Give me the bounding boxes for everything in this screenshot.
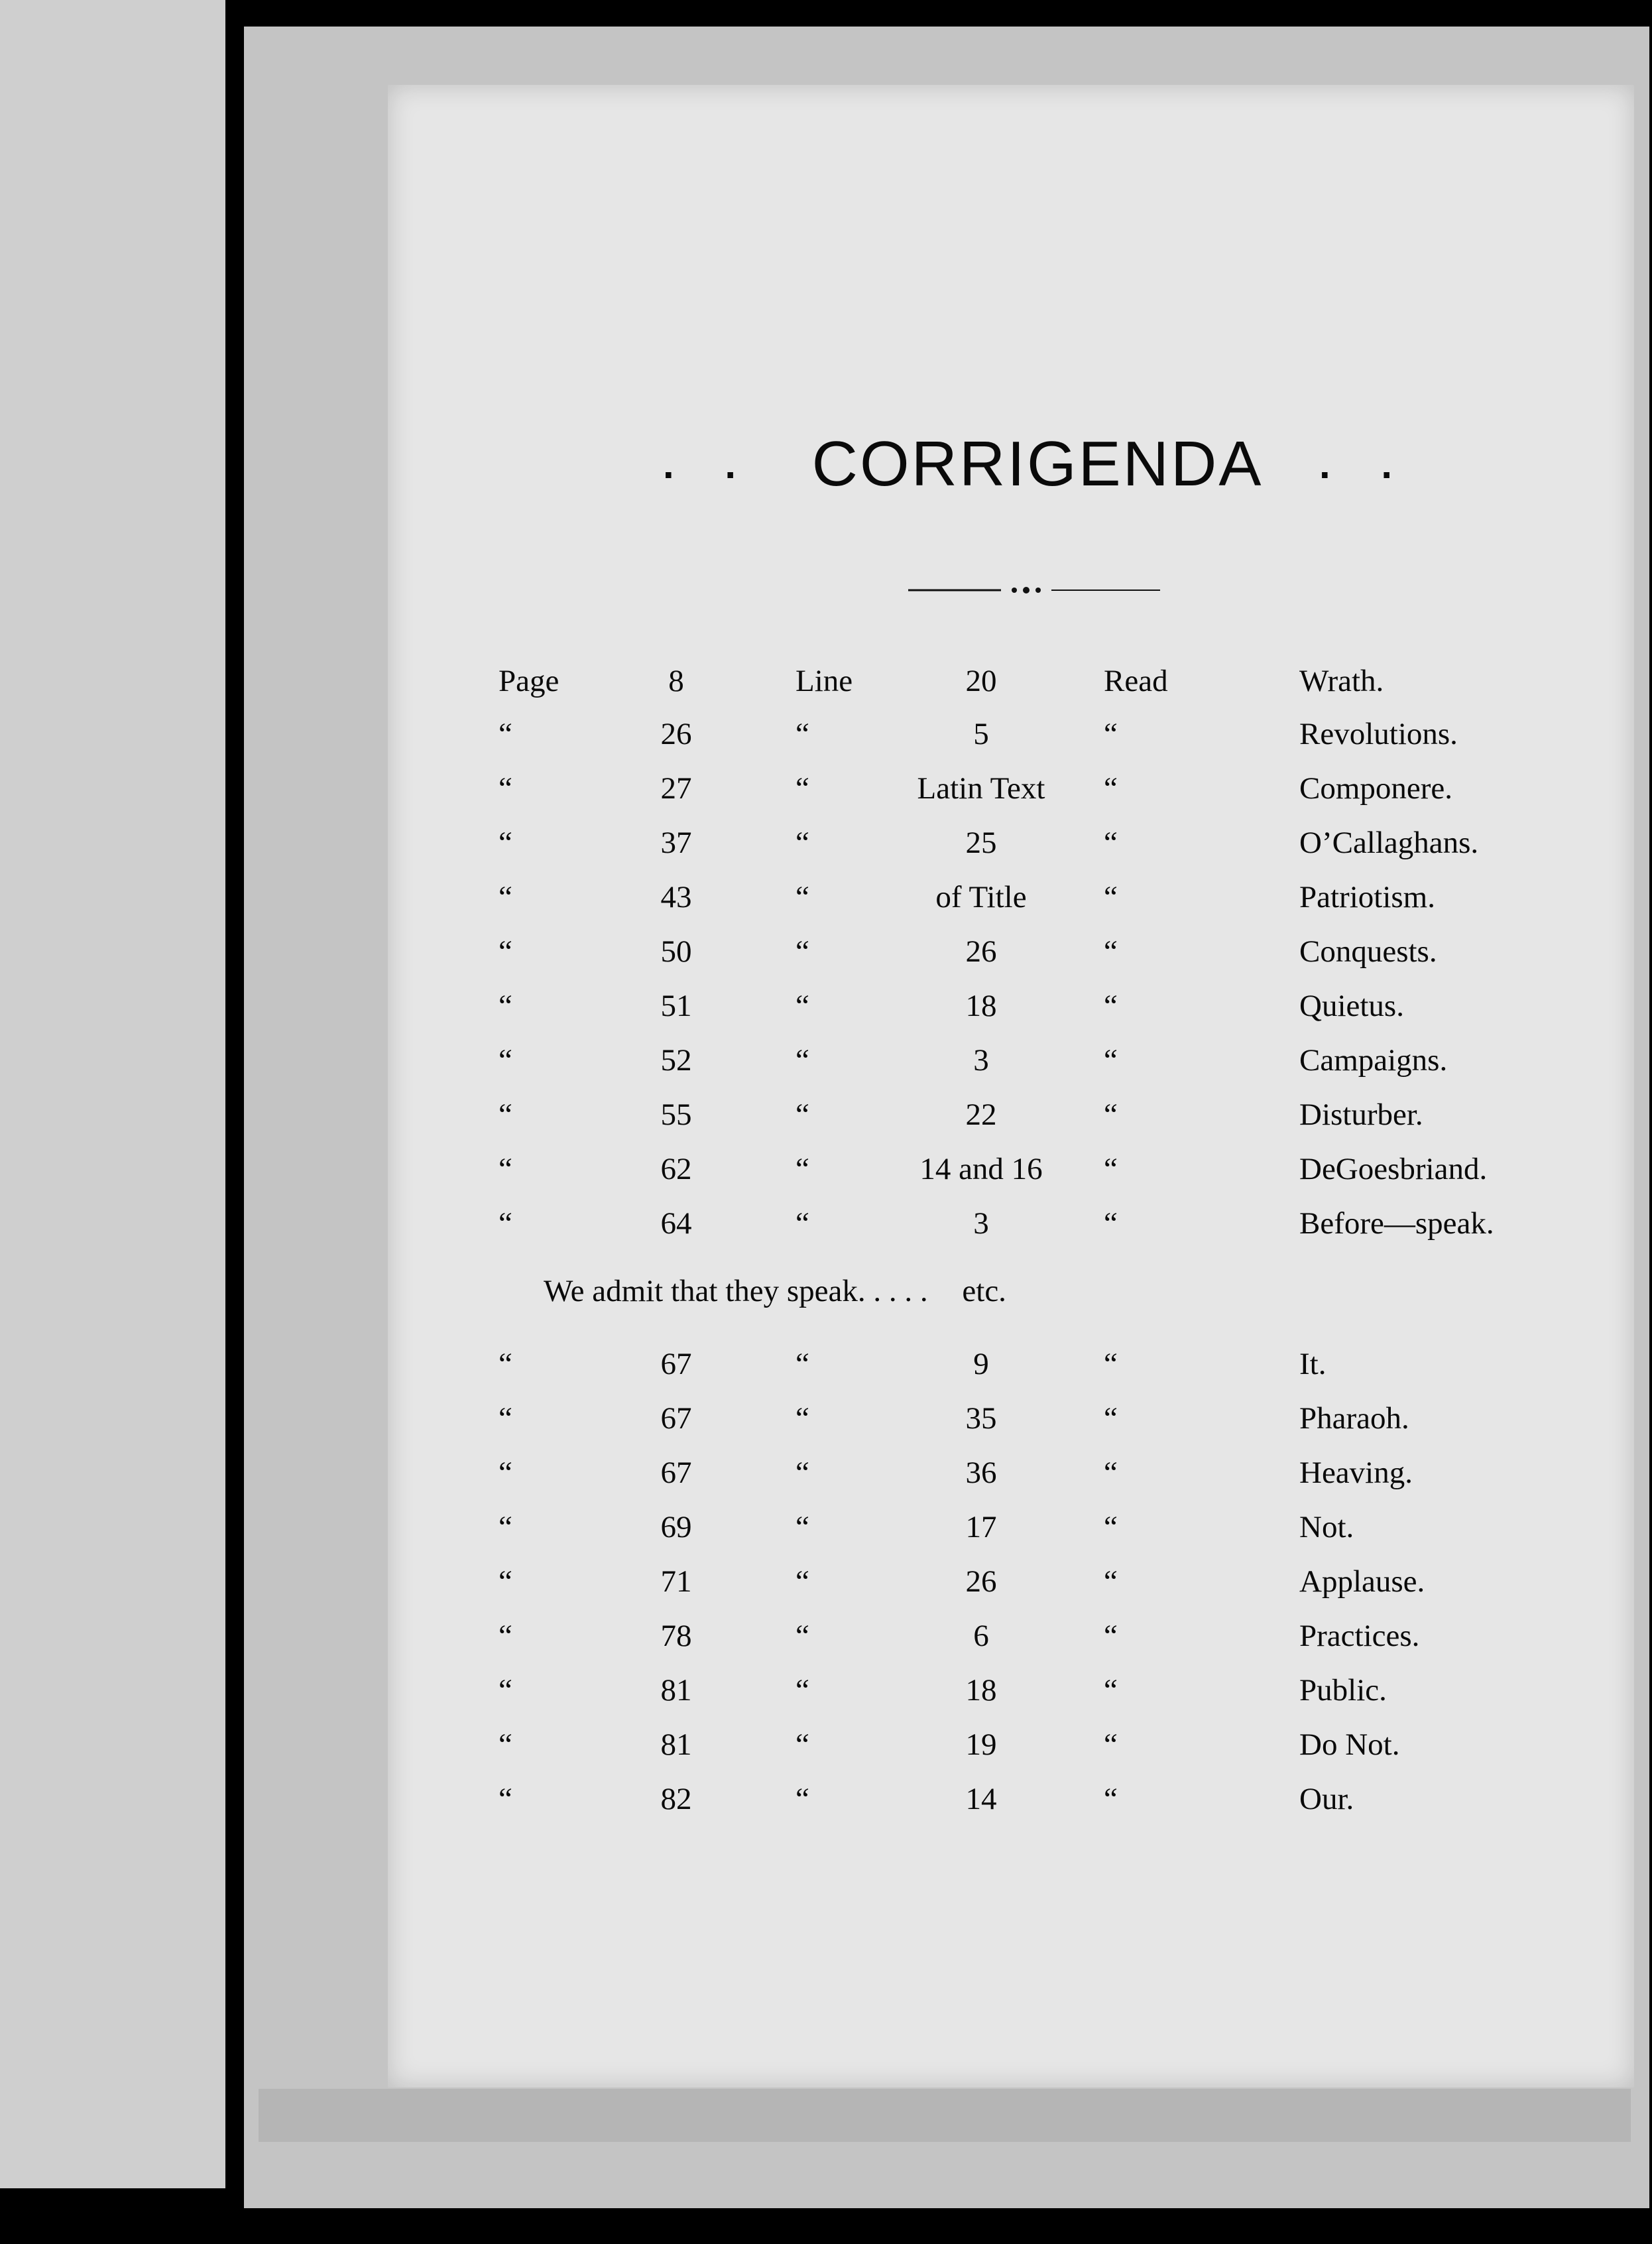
ditto-mark: “ [1104, 717, 1118, 751]
correction-word: Patriotism. [1299, 880, 1435, 914]
ditto-mark: “ [499, 1564, 512, 1599]
line-number: 6 [973, 1619, 989, 1653]
page-number: 62 [660, 1152, 692, 1186]
ditto-mark: “ [499, 826, 512, 860]
line-number: 14 [965, 1782, 997, 1816]
page-number: 67 [660, 1401, 692, 1436]
ditto-mark: “ [499, 934, 512, 969]
line-number: 18 [965, 1673, 997, 1708]
ditto-mark: “ [796, 934, 809, 969]
ditto-mark: “ [499, 989, 512, 1023]
line-number: 3 [973, 1206, 989, 1241]
ditto-mark: “ [1104, 880, 1118, 914]
correction-word: Quietus. [1299, 989, 1404, 1023]
correction-word: Heaving. [1299, 1456, 1413, 1490]
ditto-mark: “ [499, 1043, 512, 1078]
page-title: CORRIGENDA [811, 428, 1264, 499]
line-number: 19 [965, 1727, 997, 1762]
ditto-mark: “ [1104, 771, 1118, 806]
ditto-mark: “ [499, 1097, 512, 1132]
correction-word: Public. [1299, 1673, 1387, 1708]
ditto-mark: “ [796, 1206, 809, 1241]
ditto-mark: “ [796, 1456, 809, 1490]
ditto-mark: “ [499, 1782, 512, 1816]
line-label: Line [796, 664, 853, 698]
correction-word: Wrath. [1299, 664, 1384, 698]
page-number: 81 [660, 1727, 692, 1762]
page-edge-strip [259, 2089, 1631, 2142]
ditto-mark: “ [796, 1097, 809, 1132]
correction-word: Applause. [1299, 1564, 1425, 1599]
page-title-line [663, 428, 1412, 501]
ditto-mark: “ [1104, 934, 1118, 969]
facing-page [0, 0, 225, 2188]
page-number: 26 [660, 717, 692, 751]
ditto-mark: “ [499, 717, 512, 751]
ditto-mark: “ [1104, 1152, 1118, 1186]
ditto-mark: “ [1104, 989, 1118, 1023]
page-number: 51 [660, 989, 692, 1023]
line-number: 18 [965, 989, 997, 1023]
correction-word: Do Not. [1299, 1727, 1400, 1762]
page-number: 50 [660, 934, 692, 969]
page-label: Page [499, 664, 560, 698]
correction-word: Disturber. [1299, 1097, 1423, 1132]
ditto-mark: “ [499, 1206, 512, 1241]
page-number: 78 [660, 1619, 692, 1653]
ditto-mark: “ [796, 1401, 809, 1436]
title-dots-left: . . [663, 442, 756, 487]
read-label: Read [1104, 664, 1168, 698]
line-number: 35 [965, 1401, 997, 1436]
page-number: 69 [660, 1510, 692, 1544]
ditto-mark: “ [499, 1510, 512, 1544]
ditto-mark: “ [796, 880, 809, 914]
ditto-mark: “ [1104, 1456, 1118, 1490]
line-number: 14 and 16 [919, 1152, 1043, 1186]
ditto-mark: “ [499, 1619, 512, 1653]
ditto-mark: “ [796, 1347, 809, 1381]
ditto-mark: “ [499, 1347, 512, 1381]
correction-word: Our. [1299, 1782, 1354, 1816]
ditto-mark: “ [796, 1043, 809, 1078]
correction-word: Componere. [1299, 771, 1453, 806]
ditto-mark: “ [1104, 1619, 1118, 1653]
page-number: 55 [660, 1097, 692, 1132]
line-number: 22 [965, 1097, 997, 1132]
line-number: 17 [965, 1510, 997, 1544]
ditto-mark: “ [499, 1152, 512, 1186]
correction-word: Before—speak. [1299, 1206, 1494, 1241]
correction-word: Conquests. [1299, 934, 1437, 969]
page-number: 64 [660, 1206, 692, 1241]
page-number: 8 [668, 664, 684, 698]
correction-word: Campaigns. [1299, 1043, 1448, 1078]
ditto-mark: “ [796, 1564, 809, 1599]
ditto-mark: “ [499, 1727, 512, 1762]
ditto-mark: “ [796, 717, 809, 751]
ditto-mark: “ [1104, 1043, 1118, 1078]
correction-word: O’Callaghans. [1299, 826, 1479, 860]
ditto-mark: “ [796, 989, 809, 1023]
ditto-mark: “ [1104, 1097, 1118, 1132]
ditto-mark: “ [796, 1673, 809, 1708]
title-dots-right: . . [1319, 442, 1412, 487]
ditto-mark: “ [1104, 1564, 1118, 1599]
line-number: 20 [965, 664, 997, 698]
ditto-mark: “ [796, 1510, 809, 1544]
line-number: 3 [973, 1043, 989, 1078]
ditto-mark: “ [1104, 826, 1118, 860]
ditto-mark: “ [1104, 1673, 1118, 1708]
ditto-mark: “ [1104, 1206, 1118, 1241]
correction-word: DeGoesbriand. [1299, 1152, 1488, 1186]
line-number: Latin Text [917, 771, 1045, 806]
ditto-mark: “ [796, 826, 809, 860]
ornament-rule [908, 584, 1160, 597]
correction-word: Revolutions. [1299, 717, 1458, 751]
page-number: 82 [660, 1782, 692, 1816]
book-gutter [225, 0, 244, 2244]
correction-word: Pharaoh. [1299, 1401, 1409, 1436]
page-number: 43 [660, 880, 692, 914]
line-number: 25 [965, 826, 997, 860]
page-number: 71 [660, 1564, 692, 1599]
ditto-mark: “ [1104, 1782, 1118, 1816]
ditto-mark: “ [796, 771, 809, 806]
correction-word: It. [1299, 1347, 1327, 1381]
note-text: We admit that they speak. [544, 1274, 866, 1308]
page-number: 67 [660, 1347, 692, 1381]
correction-word: Not. [1299, 1510, 1354, 1544]
page-number: 81 [660, 1673, 692, 1708]
note-etc: etc. [962, 1274, 1006, 1308]
ditto-mark: “ [1104, 1401, 1118, 1436]
ditto-mark: “ [499, 1673, 512, 1708]
inline-note [544, 1273, 1006, 1309]
ditto-mark: “ [499, 880, 512, 914]
correction-word: Practices. [1299, 1619, 1420, 1653]
ditto-mark: “ [796, 1727, 809, 1762]
ditto-mark: “ [796, 1152, 809, 1186]
page-number: 52 [660, 1043, 692, 1078]
page-number: 67 [660, 1456, 692, 1490]
line-number: 9 [973, 1347, 989, 1381]
line-number: 26 [965, 1564, 997, 1599]
ditto-mark: “ [1104, 1727, 1118, 1762]
page-number: 37 [660, 826, 692, 860]
ditto-mark: “ [1104, 1510, 1118, 1544]
ditto-mark: “ [499, 1456, 512, 1490]
page-number: 27 [660, 771, 692, 806]
ditto-mark: “ [796, 1619, 809, 1653]
ditto-mark: “ [499, 1401, 512, 1436]
line-number: of Title [935, 880, 1027, 914]
note-dots: . . . . [873, 1274, 928, 1308]
line-number: 26 [965, 934, 997, 969]
line-number: 5 [973, 717, 989, 751]
ditto-mark: “ [1104, 1347, 1118, 1381]
line-number: 36 [965, 1456, 997, 1490]
ditto-mark: “ [499, 771, 512, 806]
ditto-mark: “ [796, 1782, 809, 1816]
